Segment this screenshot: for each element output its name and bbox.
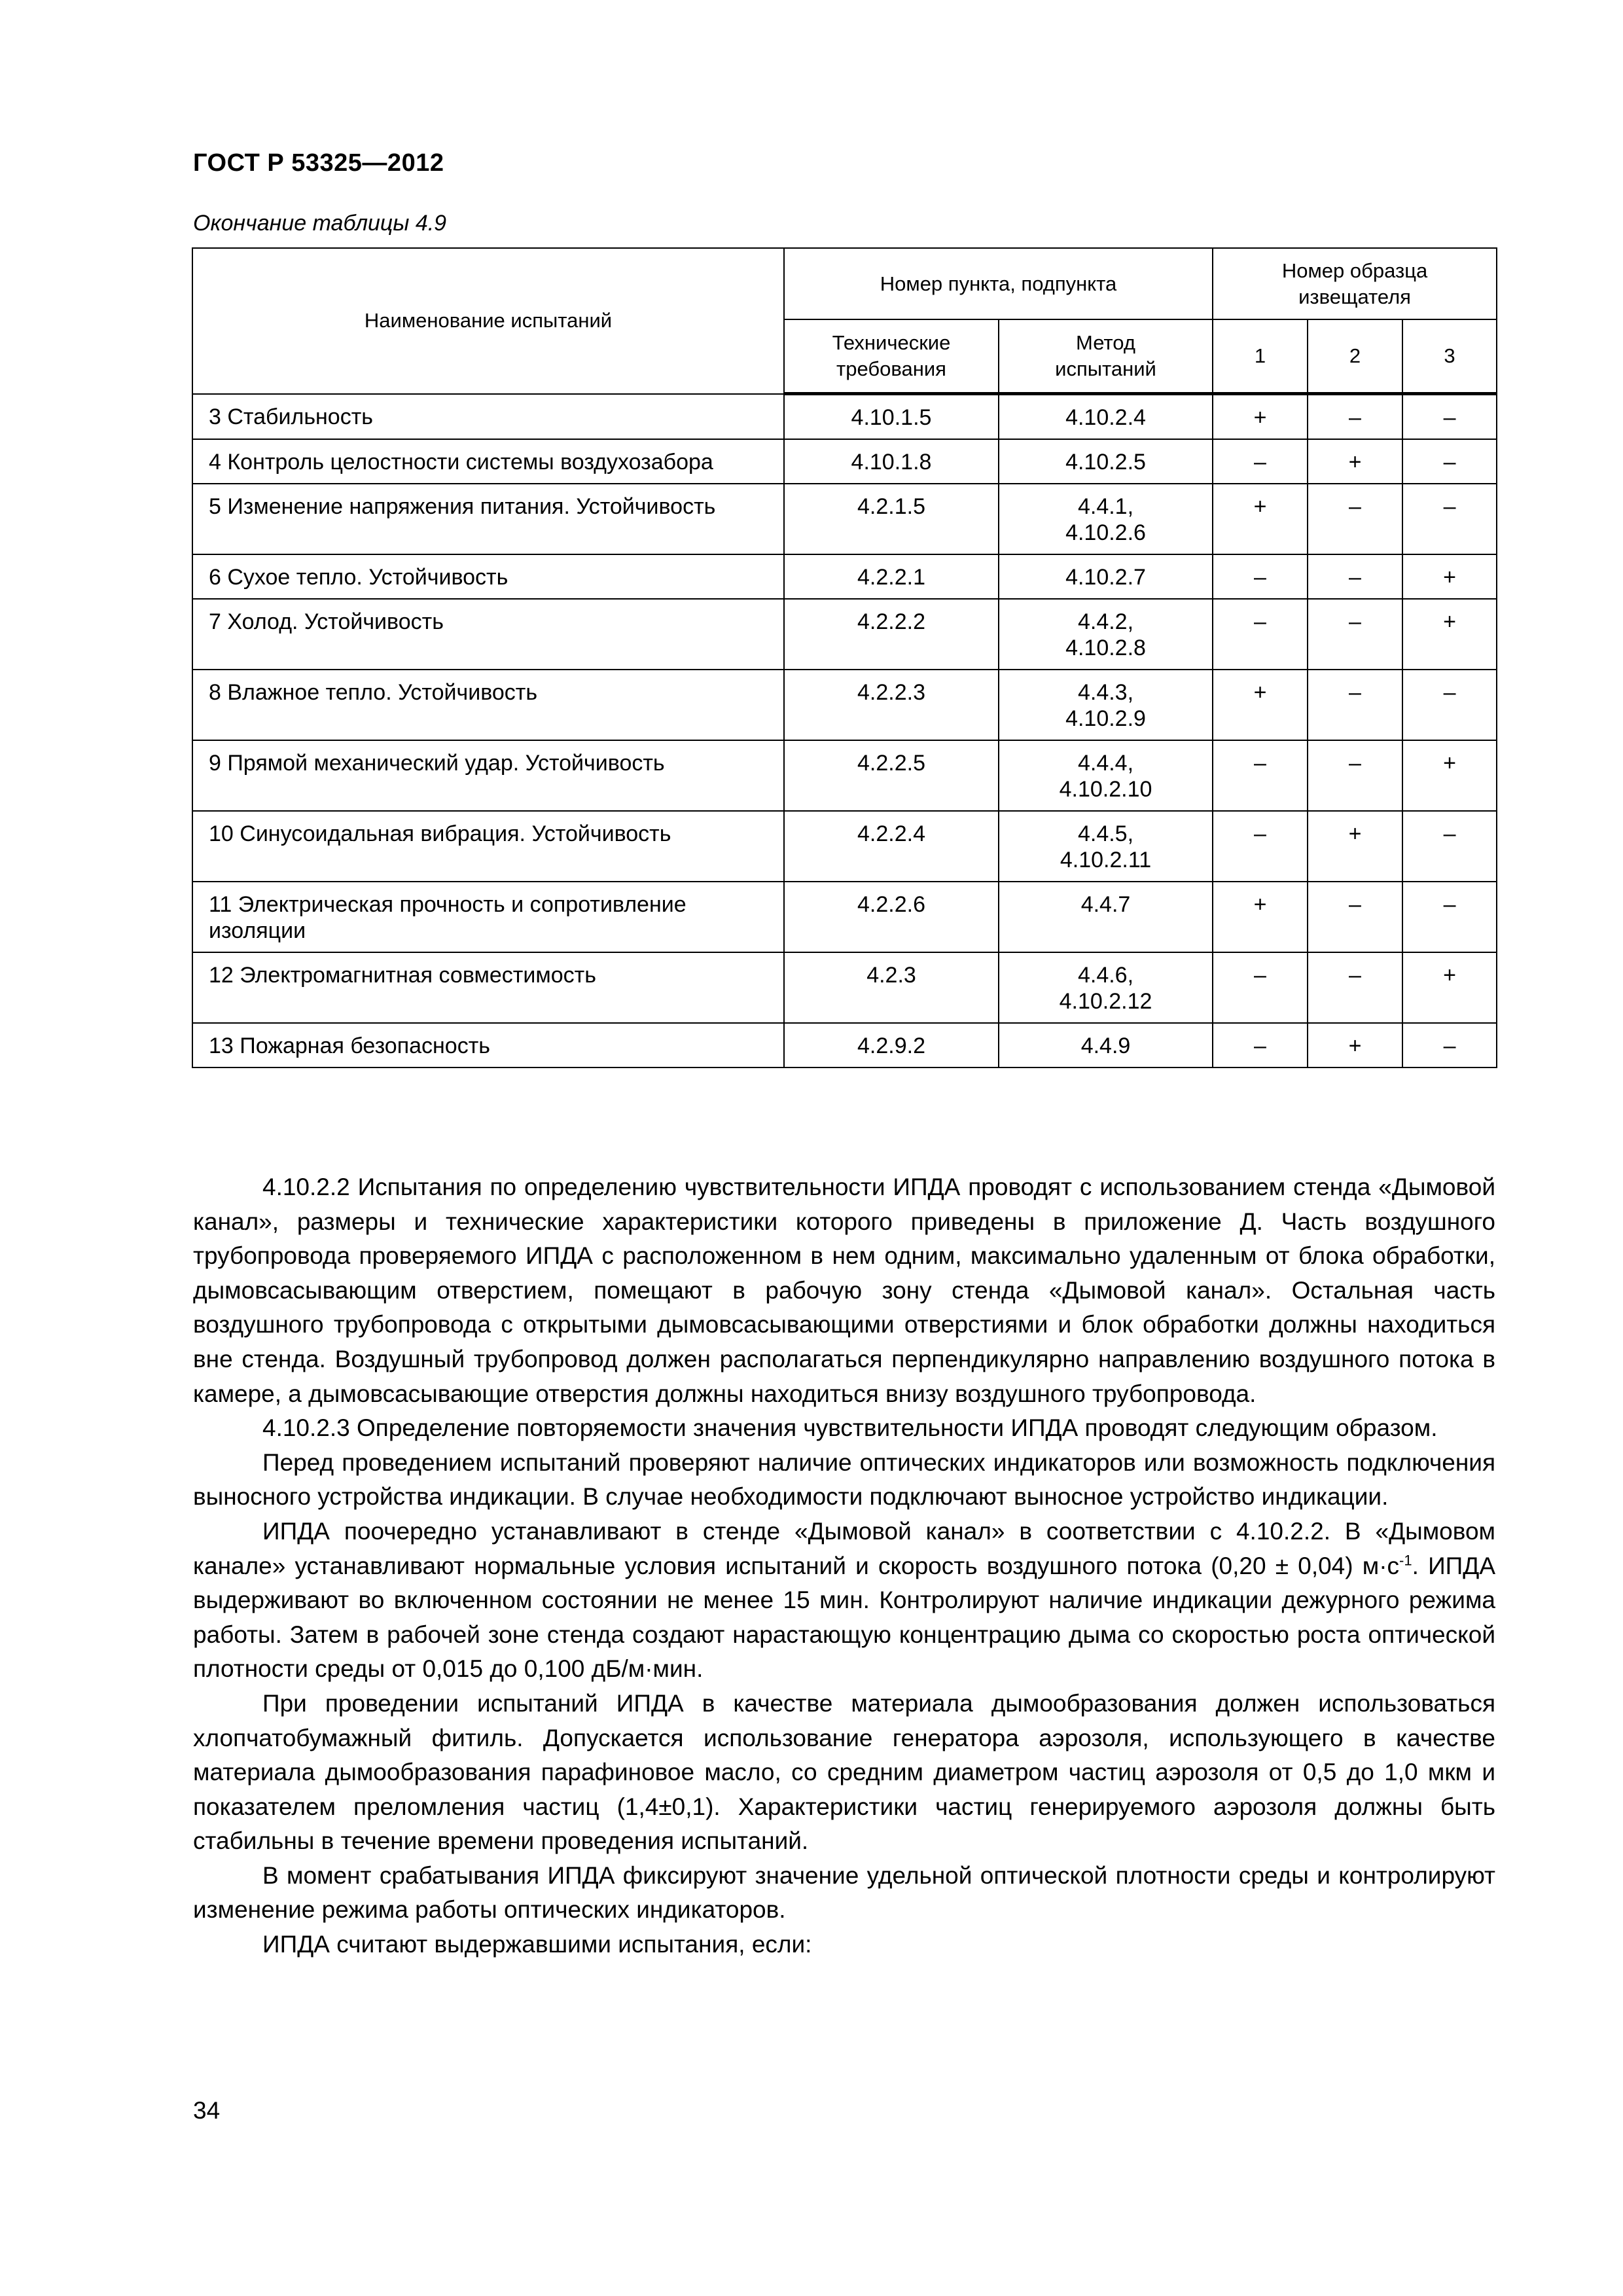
sample-2-cell: – xyxy=(1308,740,1402,811)
method-cell: 4.4.4, 4.10.2.10 xyxy=(999,740,1213,811)
method-cell: 4.4.1, 4.10.2.6 xyxy=(999,484,1213,554)
table-row xyxy=(192,882,1497,952)
table-row xyxy=(192,554,1497,599)
sample-3-cell: + xyxy=(1402,554,1497,599)
tech-req-cell: 4.2.2.1 xyxy=(784,554,999,599)
table-row xyxy=(192,952,1497,1023)
method-cell: 4.4.3, 4.10.2.9 xyxy=(999,670,1213,740)
paragraph-4-10-2-2: 4.10.2.2 Испытания по определению чувствительности ИПДА проводят с использованием стенда «Дымовой канал», размеры и технические характеристики которого приведены в приложение Д. Часть воздушного трубопровода проверяемого ИПДА с расположенном в нем одним, максимально удаленным от блока обработки, дымовсасывающим отверстием, помещают в рабочую зону стенда «Дымовой канал». Остальная часть воздушного трубопровода с открытыми дымовсасывающими отверстиями и блок обработки должны находиться вне стенда. Воздушный трубопровод должен располагаться перпендикулярно направлению воздушного потока в камере, а дымовсасывающие отверстия должны находиться внизу воздушного трубопровода. xyxy=(193,1174,1495,1407)
col-header-sample-2: 2 xyxy=(1308,319,1402,394)
sample-2-cell: – xyxy=(1308,394,1402,440)
test-name-cell: 6 Сухое тепло. Устойчивость xyxy=(192,554,784,599)
sample-1-cell: + xyxy=(1213,484,1308,554)
tech-req-cell: 4.2.2.2 xyxy=(784,599,999,670)
method-cell: 4.10.2.7 xyxy=(999,554,1213,599)
col-header-sample-3: 3 xyxy=(1402,319,1497,394)
standard-header: ГОСТ Р 53325—2012 xyxy=(193,149,444,177)
tech-req-cell: 4.10.1.8 xyxy=(784,439,999,484)
tech-req-cell: 4.2.2.5 xyxy=(784,740,999,811)
sample-1-cell: – xyxy=(1213,1023,1308,1067)
sample-3-cell: – xyxy=(1402,394,1497,440)
method-cell: 4.4.2, 4.10.2.8 xyxy=(999,599,1213,670)
tech-req-cell: 4.2.1.5 xyxy=(784,484,999,554)
sample-3-cell: – xyxy=(1402,1023,1497,1067)
tech-req-cell: 4.10.1.5 xyxy=(784,394,999,440)
sample-3-cell: + xyxy=(1402,740,1497,811)
table-body xyxy=(192,394,1497,1068)
table-row xyxy=(192,394,1497,440)
sample-3-cell: – xyxy=(1402,811,1497,882)
sample-1-cell: – xyxy=(1213,952,1308,1023)
sample-1-cell: – xyxy=(1213,811,1308,882)
test-name-cell: 9 Прямой механический удар. Устойчивость xyxy=(192,740,784,811)
method-cell: 4.10.2.5 xyxy=(999,439,1213,484)
sample-3-cell: – xyxy=(1402,882,1497,952)
method-cell: 4.4.7 xyxy=(999,882,1213,952)
table-row xyxy=(192,670,1497,740)
test-name-cell: 13 Пожарная безопасность xyxy=(192,1023,784,1067)
method-cell: 4.4.5, 4.10.2.11 xyxy=(999,811,1213,882)
method-cell: 4.4.9 xyxy=(999,1023,1213,1067)
sample-2-cell: – xyxy=(1308,554,1402,599)
paragraph-4-10-2-3: 4.10.2.3 Определение повторяемости значения чувствительности ИПДА проводят следующим образом. xyxy=(262,1414,1438,1442)
test-name-cell: 8 Влажное тепло. Устойчивость xyxy=(192,670,784,740)
sample-1-cell: + xyxy=(1213,882,1308,952)
paragraph-pass-criteria: ИПДА считают выдержавшими испытания, если: xyxy=(262,1931,812,1958)
sample-1-cell: – xyxy=(1213,740,1308,811)
sample-1-cell: + xyxy=(1213,670,1308,740)
table-row xyxy=(192,599,1497,670)
sample-1-cell: – xyxy=(1213,599,1308,670)
tech-req-cell: 4.2.9.2 xyxy=(784,1023,999,1067)
sample-3-cell: – xyxy=(1402,670,1497,740)
col-header-sample-text: Номер образца извещателя xyxy=(1281,259,1428,308)
sample-1-cell: – xyxy=(1213,554,1308,599)
sample-2-cell: + xyxy=(1308,1023,1402,1067)
sample-2-cell: – xyxy=(1308,882,1402,952)
tech-req-cell: 4.2.2.4 xyxy=(784,811,999,882)
tech-req-cell: 4.2.3 xyxy=(784,952,999,1023)
col-header-sample xyxy=(1213,248,1497,319)
body-text xyxy=(193,1170,1495,1962)
test-name-cell: 3 Стабильность xyxy=(192,394,784,440)
table-row xyxy=(192,811,1497,882)
table-row xyxy=(192,484,1497,554)
paragraph-smoke-material: При проведении испытаний ИПДА в качестве материала дымообразования должен использоваться хлопчатобумажный фитиль. Допускается использование генератора аэрозоля, использующего в качестве материала дымообразования парафиновое масло, со средним диаметром частиц аэрозоля от 0,5 до 1,0 мкм и показателем преломления частиц (1,4±0,1). Характеристики частиц генерируемого аэрозоля должны быть стабильны в течение времени проведения испытаний. xyxy=(193,1689,1495,1855)
sample-3-cell: – xyxy=(1402,439,1497,484)
method-cell: 4.10.2.4 xyxy=(999,394,1213,440)
sample-2-cell: + xyxy=(1308,811,1402,882)
paragraph-indicators: Перед проведением испытаний проверяют наличие оптических индикаторов или возможность подключения выносного устройства индикации. В случае необходимости подключают выносное устройство индикации. xyxy=(193,1448,1495,1511)
col-header-name: Наименование испытаний xyxy=(192,248,784,394)
test-name-cell: 4 Контроль целостности системы воздухозабора xyxy=(192,439,784,484)
col-header-sample-1: 1 xyxy=(1213,319,1308,394)
sample-1-cell: – xyxy=(1213,439,1308,484)
sample-2-cell: – xyxy=(1308,952,1402,1023)
page-number: 34 xyxy=(193,2097,221,2124)
tests-table xyxy=(192,247,1497,1068)
test-name-cell: 12 Электромагнитная совместимость xyxy=(192,952,784,1023)
test-name-cell: 7 Холод. Устойчивость xyxy=(192,599,784,670)
sample-3-cell: + xyxy=(1402,952,1497,1023)
test-name-cell: 10 Синусоидальная вибрация. Устойчивость xyxy=(192,811,784,882)
table-row xyxy=(192,439,1497,484)
test-name-cell: 5 Изменение напряжения питания. Устойчивость xyxy=(192,484,784,554)
sample-2-cell: – xyxy=(1308,484,1402,554)
sample-3-cell: + xyxy=(1402,599,1497,670)
test-name-cell: 11 Электрическая прочность и сопротивление изоляции xyxy=(192,882,784,952)
sample-3-cell: – xyxy=(1402,484,1497,554)
tech-req-cell: 4.2.2.3 xyxy=(784,670,999,740)
table-row xyxy=(192,1023,1497,1067)
paragraph-triggering: В момент срабатывания ИПДА фиксируют значение удельной оптической плотности среды и контролируют изменение режима работы оптических индикаторов. xyxy=(193,1861,1495,1924)
sample-2-cell: – xyxy=(1308,670,1402,740)
sample-2-cell: + xyxy=(1308,439,1402,484)
sample-1-cell: + xyxy=(1213,394,1308,440)
col-header-tech-req: Технические требования xyxy=(784,319,999,394)
table-caption: Окончание таблицы 4.9 xyxy=(193,211,447,236)
tech-req-cell: 4.2.2.6 xyxy=(784,882,999,952)
table-row xyxy=(192,740,1497,811)
col-header-clause: Номер пункта, подпункта xyxy=(784,248,1213,319)
paragraph-installation: ИПДА поочередно устанавливают в стенде «Дымовой канал» в соответствии с 4.10.2.2. В «Дымовом канале» устанавливают нормальные условия испытаний и скорость воздушного потока (0,20 ± 0,04) $м\cdot с^{-1}$. ИПДА выдерживают во включенном состоянии не менее 15 мин. Контролируют наличие индикации дежурного режима работы. Затем в рабочей зоне стенда создают нарастающую концентрацию дыма со скоростью роста оптической плотности среды от 0,015 до 0,100 дБ/м·мин. xyxy=(193,1517,1495,1683)
sample-2-cell: – xyxy=(1308,599,1402,670)
method-cell: 4.4.6, 4.10.2.12 xyxy=(999,952,1213,1023)
col-header-method: Метод испытаний xyxy=(999,319,1213,394)
